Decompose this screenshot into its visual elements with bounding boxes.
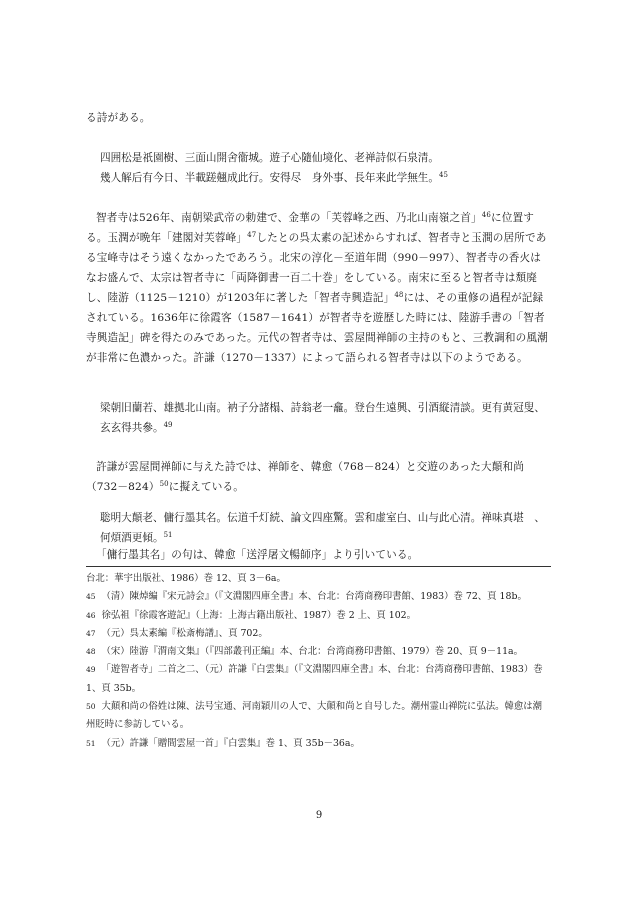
footnote-text: 徐弘祖『徐霞客遊記』（上海：上海古籍出版社、1987）巻 2 上、頁 102。 <box>101 609 417 621</box>
footnote-text: 「遊智者寺」二首之二、（元）許謙『白雲集』（『文淵閣四庫全書』本、台北：台湾商務印書館、1983）巻 1、頁 35b。 <box>86 664 543 694</box>
footnote-text: （元）呉太素編『松斎梅譜』、頁 702。 <box>101 627 268 639</box>
footnote-ref: 46 <box>481 211 491 219</box>
footnote-ref: 51 <box>163 531 173 539</box>
footnote <box>86 698 551 735</box>
footnote <box>86 625 551 643</box>
poem-line: 幾人解后有今日、半載蹉翹成此行。安得尽 身外事、長年来此学無生。$^{45}$ <box>100 171 448 184</box>
footnote <box>86 570 551 588</box>
footnote-ref: 48 <box>394 291 404 299</box>
footnote-text: （宋）陸游『渭南文集』（『四部叢刊正編』本、台北：台湾商務印書館、1979）巻 20、頁 9－11a。 <box>101 646 524 658</box>
paragraph-chisha-temple: 智者寺は526年、南朝梁武帝の勅建で、金華の「芙蓉峰之西、乃北山南嶺之首」$^{46}$に位置する。玉潤が晩年「建閣対芙蓉峰」$^{47}$したとの呉太素の記述からすれば、智者寺と玉澗の居所である宝峰寺はそう遠くなかったであろう。北宋の淳化－至道年間（990－997）、智者寺の香火はなお盛んで、太宗は智者寺に「両降御書一百二十巻」をしている。南宋に至ると智者寺は頽廃し、陸游（1125－1210）が1203年に著した「智者寺興造記」$^{48}$には、その重修の過程が記録されている。1636年に徐霞客（1587－1641）が智者寺を遊歴した時には、陸游手書の「智者寺興造記」碑を得たのみであった。元代の智者寺は、雲屋間禅師の主持のもと、三教調和の風潮が非常に色濃かった。許謙（1270－1337）によって語られる智者寺は以下のようである。 <box>86 211 548 364</box>
footnote-number: 48 <box>86 647 96 657</box>
footnote-text: （元）許謙「贈間雲屋一首」『白雲集』巻 1、頁 35b－36a。 <box>101 737 360 749</box>
footnote-number: 51 <box>86 738 96 748</box>
footnote <box>86 643 551 661</box>
footnote <box>86 661 551 698</box>
poem-quote-3: 聡明大顛老、傭行墨其名。伝道千灯続、論文四座驚。雲和虚室白、山与此心清。禅味真堪 、何煩酒更傾。$^{51}$ <box>100 512 545 544</box>
footnote <box>86 607 551 625</box>
footnote-ref: 45 <box>439 171 448 179</box>
footnotes <box>86 570 551 753</box>
paragraph-citation: 「傭行墨其名」の句は、韓愈「送浮屠文暢師序」より引いている。 <box>96 549 419 561</box>
footnote-divider <box>86 566 551 567</box>
footnote-text: 大顛和尚の俗姓は陳、法号宝通、河南穎川の人で、大顛和尚と自号した。潮州霊山禅院に弘法。韓愈は潮州貶時に参訪している。 <box>86 701 542 731</box>
footnote-number: 46 <box>86 610 96 620</box>
footnote <box>86 588 551 606</box>
footnote-ref: 49 <box>163 421 173 429</box>
footnote-ref: 50 <box>159 480 169 488</box>
footnote-text: 台北：華宇出版社、1986）巻 12、頁 3－6a。 <box>86 573 286 584</box>
footnote-number: 45 <box>86 592 96 602</box>
footnote-number: 47 <box>86 628 96 638</box>
poem-quote-2: 梁朝旧蘭若、雄拠北山南。衲子分諸榻、詩翁老一龕。登台生遠興、引酒縦清談。更有黄冠叟、玄玄得共參。$^{49}$ <box>100 402 545 434</box>
paragraph-xuqian: 許謙が雲屋間禅師に与えた詩では、禅師を、韓愈（768－824）と交遊のあった大顛和尚$(732-824)^{50}$に擬えている。 <box>86 461 525 493</box>
footnote <box>86 735 551 753</box>
paragraph-intro: る詩がある。 <box>86 112 151 124</box>
footnote-ref: 47 <box>247 231 257 239</box>
poem-quote-1 <box>100 148 550 188</box>
footnote-text: （清）陳焯編『宋元詩会』（『文淵閣四庫全書』本、台北：台湾商務印書館、1983）巻 72、頁 18b。 <box>101 591 527 603</box>
footnote-number: 50 <box>86 702 96 712</box>
poem-line: 四囲松是祇園樹、三面山開舍衞城。遊子心隨仙境化、老禅詩似石泉清。 <box>100 152 439 164</box>
footnote-number: 49 <box>86 665 96 675</box>
page-number: 9 <box>315 810 323 821</box>
